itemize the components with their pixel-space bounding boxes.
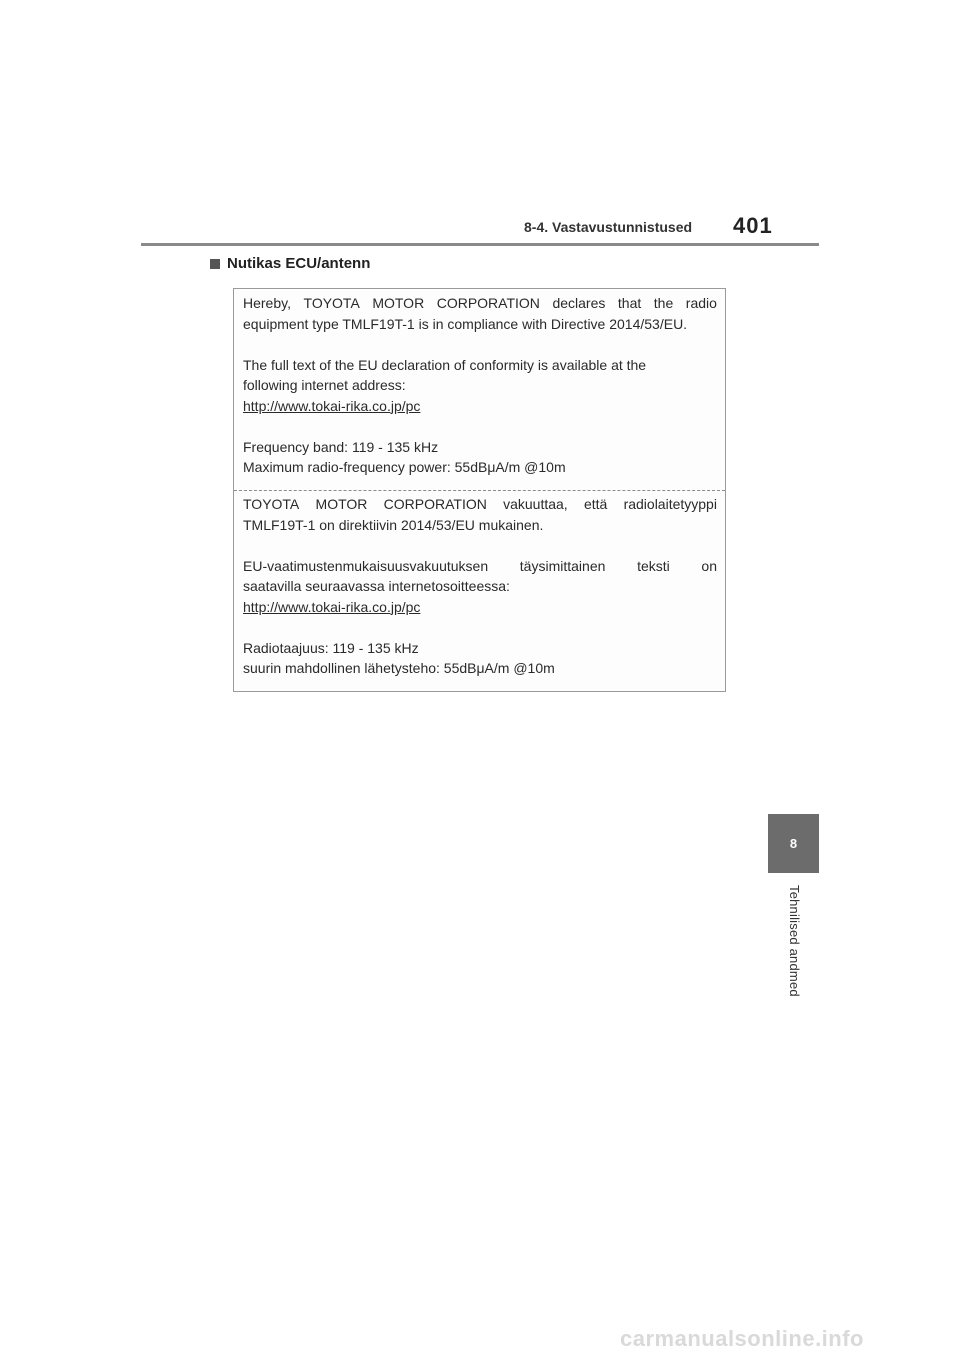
word: TOYOTA [243, 496, 300, 512]
english-frequency-band: Frequency band: 119 - 135 kHz [243, 438, 439, 455]
finnish-line-3 [243, 556, 717, 577]
word: CORPORATION [383, 496, 487, 512]
chapter-number: 8 [789, 836, 798, 851]
page-number: 401 [733, 213, 773, 238]
english-line-2: equipment type TMLF19T-1 is in compliance with Directive 2014/53/EU. [243, 315, 688, 332]
english-declaration [243, 293, 717, 478]
finnish-declaration [243, 494, 717, 679]
english-line-4: following internet address: [243, 377, 406, 393]
word: CORPORATION [436, 295, 540, 311]
finnish-line-1 [243, 494, 717, 515]
word: radiolaitetyyppi [623, 496, 717, 512]
word: täysimittainen [519, 557, 606, 574]
chapter-tab[interactable] [768, 814, 819, 873]
word: EU-vaatimustenmukaisuusvakuutuksen [243, 557, 489, 574]
word: the [653, 295, 674, 311]
word: that [617, 295, 642, 311]
finnish-declaration-link[interactable]: http://www.tokai-rika.co.jp/pc [243, 598, 421, 615]
section-title: 8-4. Vastavustunnistused [524, 219, 693, 235]
word: MOTOR [315, 496, 368, 512]
word: declares [552, 295, 606, 311]
word: Hereby, [243, 295, 291, 311]
word: teksti [637, 557, 670, 574]
english-max-power: Maximum radio-frequency power: 55dBμA/m @10m [243, 459, 566, 475]
conformity-notice-box [233, 288, 726, 692]
square-bullet-icon [210, 259, 220, 269]
finnish-frequency-band: Radiotaajuus: 119 - 135 kHz [243, 639, 419, 656]
section-heading-text: Nutikas ECU/antenn [227, 255, 371, 272]
word: että [583, 496, 608, 512]
english-line-3: The full text of the EU declaration of conformity is available at the [243, 356, 647, 373]
word: on [701, 557, 717, 574]
word: vakuuttaa, [503, 496, 568, 512]
chapter-label: Tehnilised andmed [787, 885, 802, 997]
header-divider [141, 243, 819, 246]
finnish-line-2: TMLF19T-1 on direktiivin 2014/53/EU mukainen. [243, 516, 544, 533]
language-divider [234, 490, 725, 491]
word: TOYOTA [303, 295, 360, 311]
word: MOTOR [372, 295, 425, 311]
watermark-text: carmanualsonline.info [620, 1326, 864, 1351]
finnish-max-power: suurin mahdollinen lähetysteho: 55dBμA/m @10m [243, 660, 555, 676]
english-line-1 [243, 293, 717, 314]
word: radio [685, 295, 717, 311]
section-heading [210, 255, 370, 272]
english-declaration-link[interactable]: http://www.tokai-rika.co.jp/pc [243, 397, 421, 414]
finnish-line-4: saatavilla seuraavassa internetosoitteessa: [243, 578, 510, 594]
